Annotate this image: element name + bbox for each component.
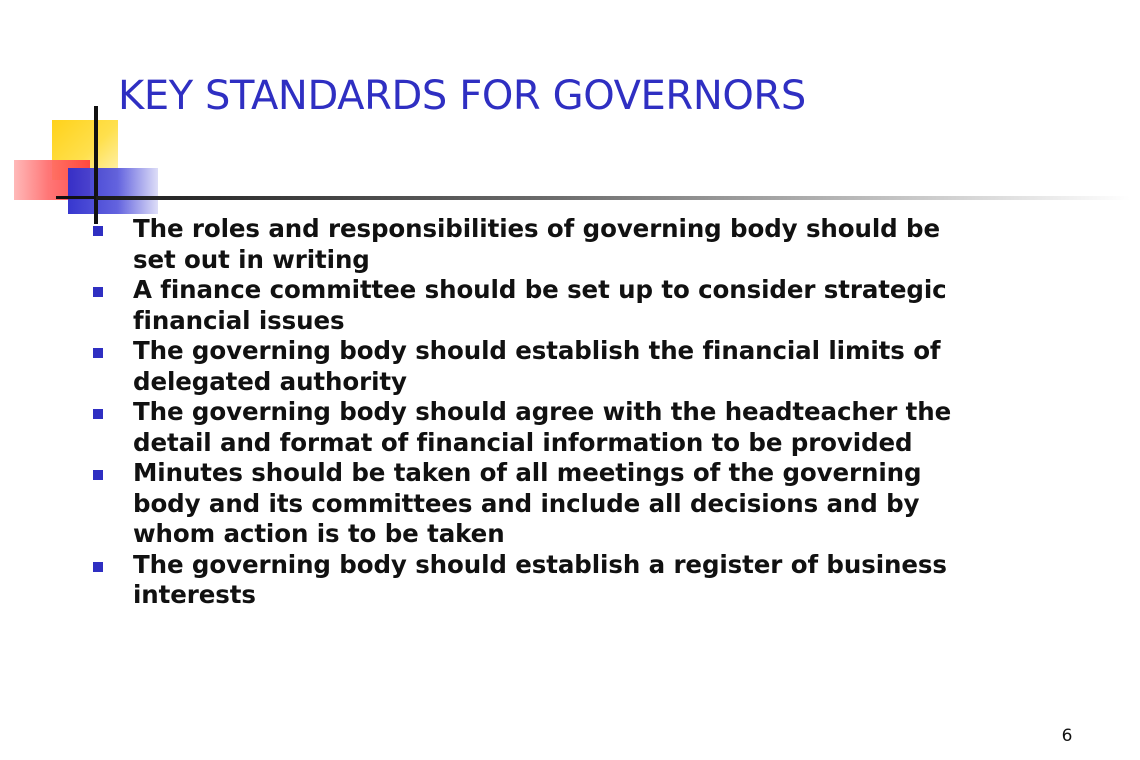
bullet-item	[0, 397, 983, 458]
slide-title: KEY STANDARDS FOR GOVERNORS	[118, 73, 806, 119]
bullet-square-icon	[93, 409, 103, 419]
bullet-item	[0, 275, 983, 336]
logo-blue-bar	[68, 168, 158, 214]
bullet-text: Minutes should be taken of all meetings of the governing body and its committees and include all decisions and by whom action is to be taken	[133, 458, 922, 548]
bullet-square-icon	[93, 348, 103, 358]
bullet-item	[0, 214, 983, 275]
bullet-item	[0, 550, 983, 611]
logo-vertical-line	[94, 106, 98, 224]
bullet-square-icon	[93, 562, 103, 572]
bullet-square-icon	[93, 226, 103, 236]
bullet-item	[0, 458, 983, 550]
title-divider	[96, 196, 1130, 200]
bullet-square-icon	[93, 287, 103, 297]
bullet-text: The roles and responsibilities of governing body should be set out in writing	[133, 214, 940, 274]
bullet-text: The governing body should establish the financial limits of delegated authority	[133, 336, 941, 396]
bullet-text: The governing body should establish a register of business interests	[133, 549, 947, 609]
bullet-text: The governing body should agree with the headteacher the detail and format of financial information to be provided	[133, 397, 952, 457]
bullet-text: A finance committee should be set up to consider strategic financial issues	[133, 275, 947, 335]
bullet-item	[0, 336, 983, 397]
bullet-square-icon	[93, 470, 103, 480]
bullet-list	[0, 214, 1140, 611]
page-number: 6	[1061, 726, 1073, 746]
